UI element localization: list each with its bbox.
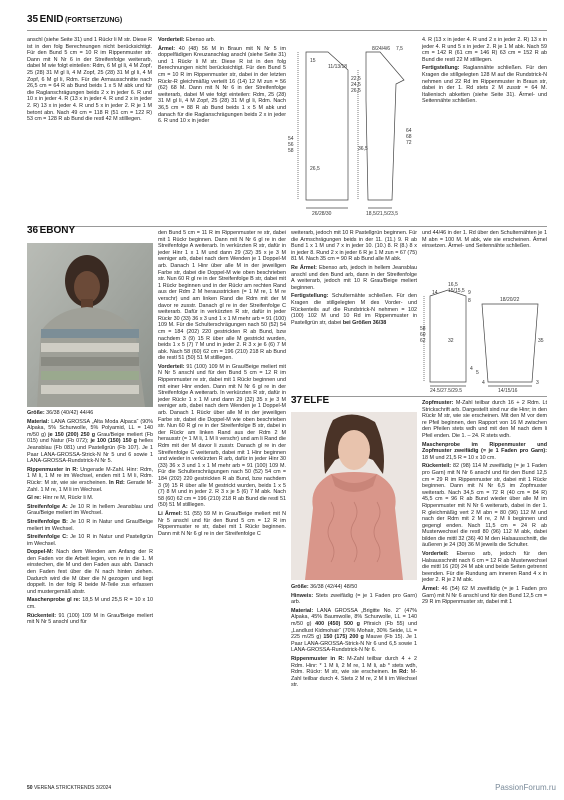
- elfe-gauge: [422, 442, 547, 462]
- elfe-rib: [291, 656, 417, 689]
- ebony-back-heading: Rückenteil:: [27, 612, 57, 619]
- elfe-rib-heading: Rippenmuster in R:: [291, 655, 345, 662]
- ebony-label-62: 62: [420, 338, 426, 344]
- enid-label-265b: 26,5: [310, 166, 320, 172]
- ebony-right-sleeve: [291, 265, 417, 291]
- elfe-front: [422, 551, 547, 584]
- ebony-double-stitch-heading: Doppel-M:: [27, 549, 54, 556]
- elfe-material: [291, 608, 417, 654]
- ebony-label-sleeve-bottom: 14/15/16: [498, 388, 518, 392]
- enid-label-width: 26/28/30: [312, 211, 332, 217]
- enid-sleeve-text: 40 (48) 56 M in Braun mit N Nr 5 im doppelfädigen Kreuzanschlag anschl (siehe Seite 31) und 1 Rückr li M str. Diese R ist in den folg Berechnungen nicht berücksichtigt. Für den Bund 5 cm = 10 R im Rippenmuster str, dabei in der letzten Rückr-R gleichmäßig verteilt 16 (14) 12 M zun = 56 (62) 68 M. Dann mit N Nr 6 in der Streifenfolge weiterarb, dabei M wie folgt einteilen: Rdm, 25 (28) 31 M gl li, 4 M Zopf, 25 (28) 31 M gl li, Rdm. Nach 36,5 cm = 88 R ab Bund beids 1 x 5 M abk und danach für die Raglanschrägungen beids 2 x in jeder 6. R und 10 x in jeder: [158, 45, 286, 125]
- elfe-col2: [422, 400, 547, 608]
- enid-label-54: 54: [288, 136, 294, 142]
- enid-finishing-paragraph: [422, 65, 547, 105]
- enid-label-245: 24,5: [351, 82, 361, 88]
- ebony-col4: [422, 230, 547, 252]
- ebony-size-heading: Größe:: [27, 410, 45, 416]
- ebony-label-width: 24,5/27,5/29,5: [430, 388, 462, 392]
- ebony-front-text: 91 (100) 109 M in Grau/Beige meliert mit N Nr 5 anschl und für den Bund 5 cm = 12 R im Rippenmuster re str, dabei mit 1 Rückr beginnen und mit einer Hinr enden. Dann mit N Nr 6 gl re in der Streifenfolge A weiterarb. In verkürzten R str, dafür in jeder Rückr 1 x 1 M und dann 29 (32) 35 x je 3 M weniger arb, dabei nach dem Wenden je 1 Doppel-M arb. Danach 1 Rückr über alle M in der jeweiligen Farbe str, dabei die Doppel-M wie oben beschrieben str. Nun 60 R gl re in der Streifenfolge B str, dabei in der Rückr am linken Rand aus der Rdm 2 M herausstr (= 1 M li, 1 M li verschr) und am li Rand die Rdm mit der M davor li zusstr. Danach gl re in der Streifenfolge C weiterarb, dabei mit 1 Hinr beginnen und wieder in verkürzten R arb, dafür in jeder Hinr 30 (33) 36 x 3 und 1 x 1 M mehr arb = 91 (100) 109 M. Für die Schulterschrägungen nach 50 (52) 54 cm = 184 (202) 220 gestrickten R ab Bund, bzw nachdem 3 (9) 15 R über alle M gestrickt wurden, beids 1 x 5 (7) 8 M und in jeder 2. R 3 x je 5 (6) 7 M abk. Nach 58 (60) 62 cm = 196 (210) 218 R ab Bund die restl 51 (50) 51 M stilllegen.: [158, 363, 286, 509]
- enid-sleeve-paragraph: [158, 46, 286, 125]
- elfe-sleeve: [422, 586, 547, 606]
- ebony-label-9: 9: [468, 290, 471, 296]
- elfe-number: 37: [291, 395, 303, 406]
- magazine-name: VERENA STRICKTRENDS 3/2024: [33, 785, 112, 791]
- ebony-double-stitch-text: Nach dem Wenden am Anfang der R den Faden vor die Arbeit legen, von re in die 1. M einstechen, die M und den Faden aus abh. Danach den Faden fest über die N nach hinten ziehen. Dadurch wird die M über die N gezogen und liegt doppelt. In der folg R beide M-Teile zus erfassen und mustergemäß abstr.: [27, 549, 153, 595]
- ebony-back-text: 91 (100) 109 M in Grau/Beige meliert mit N Nr 5 anschl und für: [27, 612, 153, 626]
- ebony-label-165: 16,5: [448, 282, 458, 288]
- ebony-rib-text-2: Gerade M-Zahl. 1 M re, 1 M li im Wechsel.: [27, 479, 153, 493]
- elfe-material-heading: Material:: [291, 607, 314, 614]
- ebony-photo: [27, 243, 153, 407]
- ebony-gauge: [27, 597, 153, 610]
- ebony-rib-text: Ungerade M-Zahl. Hinr: Rdm, 1 M li, 1 M re im Wechsel, enden mit 1 M li, Rdm. Rückr: M str, wie sie erscheinen.: [27, 466, 153, 486]
- ebony-rib-heading: Rippenmuster in R:: [27, 466, 79, 473]
- ebony-label-14: 14: [432, 290, 438, 296]
- ebony-col3-text: weiterarb, jedoch mit 10 R Pastellgrün beginnen. Für die Armschrägungen beids in der 11. (11.) 9. R ab Bund 1 x 1 M und 7 x in jeder 10. (10.) 8. R (8.) 8 x in jeder 8. Rund 2 x in jeder 6 R je 1 M zun = 67 (75) 81 M. Nach 35 cm = 90 R ab Bund alle M abk.: [291, 230, 417, 263]
- enid-schematic: [288, 40, 418, 220]
- enid-label-sleeve-width: 18,5/21,5/23,5: [366, 211, 398, 217]
- elfe-material-text-2: Pfirsich (Fb 55) und „Landlust Kidmohair“ (70% Mohair, 30% Seide, LL = 225 m/25 g): [291, 620, 417, 641]
- elfe-material-text-3: Mauve (Fb 15). Je 1 Paar LANA-GROSSA-Strick-N Nr 6 und 6,5 sowie 1 LANA-GROSSA-Rundstrick-N Nr 6.: [291, 634, 418, 654]
- ebony-material-text-1: LANA GROSSA „Alta Moda Alpaca“ (90% Alpaka, 5% Schurwolle, 5% Polyamid, LL = 140 m/50 g): [27, 418, 153, 438]
- ebony-material-amount-2: je 100 (150) 150 g: [90, 438, 137, 445]
- ebony-title: EBONY: [39, 225, 76, 236]
- enid-finishing-text: Raglannähte schließen. Für den Kragen die stillgelegten 128 M auf die Rundstrick-N nehmen und 22 Rd im Rippenmuster in Braun str, dabei in der 1. Rd stets 2 M zusstr = 64 M. Italienisch abketten (siehe Seite 31). Ärmel- und Seitennähte schließen.: [422, 65, 547, 105]
- elfe-size: [291, 584, 417, 591]
- ebony-stripe-a-heading: Streifenfolge A:: [27, 503, 68, 510]
- elfe-back: [422, 463, 547, 549]
- enid-label-15: 15: [310, 58, 316, 64]
- ebony-front: [158, 364, 286, 509]
- ebony-finishing-text: Schulternähte schließen. Für den Kragen die stillgelegten M des Vorder- und Rückenteils auf die Rundstrick-N nehmen = 102 (100) 102 M und 10 Rd im Rippenmuster in Pastellgrün str, dabei: [291, 293, 417, 326]
- enid-label-56: 56: [288, 142, 294, 148]
- ebony-stockinette-heading: Gl re:: [27, 495, 42, 502]
- elfe-sleeve-heading: Ärmel:: [422, 586, 440, 593]
- ebony-size-text: 36/38 (40/42) 44/46: [44, 410, 94, 416]
- elfe-front-heading: Vorderteil:: [422, 551, 449, 558]
- ebony-finishing: [291, 293, 417, 326]
- ebony-schematic: [420, 282, 550, 392]
- enid-finishing-heading: Fertigstellung:: [422, 65, 460, 72]
- ebony-gauge-text: 18,5 M und 25,5 R = 10 x 10 cm.: [27, 597, 153, 611]
- ebony-right-sleeve-text: Ebenso arb, jedoch in hellem Jeansblau anschl und den Bund arb, dann in der Streifenfolge A weiterarb, jedoch mit 10 R Grau/Beige meliert beginnen.: [291, 264, 417, 291]
- ebony-material-amount-1: je 150 (200) 250 g: [48, 431, 96, 438]
- ebony-finishing-sizes: bei Größen 36/38: [342, 319, 387, 326]
- ebony-material-text-2: Grau/Beige meliert (Fb 015) und Natur (Fb 072);: [27, 431, 153, 445]
- elfe-gauge-heading: Maschenprobe im Rippenmuster und Zopfmuster zweifädig (= je 1 Faden pro Garn):: [422, 441, 547, 455]
- enid-label-365: 36,5: [358, 146, 368, 152]
- ebony-material-text-3: helles Jeansblau (Fb 081) und Pastellgrün (Fb 107). Je 1 Paar LANA-GROSSA-Strick-N Nr 5 und 6 sowie 1 LANA-GROSSA-Rundstrick-N Nr 5.: [27, 438, 153, 465]
- elfe-hint: [291, 593, 417, 606]
- elfe-gauge-text: 18 M und 21,5 R = 10 x 10 cm.: [422, 454, 496, 461]
- ebony-label-60: 60: [420, 332, 426, 338]
- elfe-material-amount-1: 400 (450) 500 g: [315, 620, 360, 627]
- enid-number: 35: [27, 14, 39, 25]
- ebony-material: [27, 419, 153, 465]
- ebony-stripe-b: [27, 519, 153, 532]
- enid-front-heading: Vorderteil:: [158, 37, 185, 43]
- ebony-size: [27, 410, 153, 417]
- enid-front-text: Ebenso arb.: [184, 37, 216, 43]
- ebony-number: 36: [27, 225, 39, 236]
- enid-label-top: 8/24/4/6: [372, 46, 391, 52]
- section-header-ebony: [27, 225, 76, 236]
- page-number: 50: [27, 785, 33, 791]
- ebony-stripe-c-heading: Streifenfolge C:: [27, 534, 68, 541]
- enid-label-265: 26,5: [351, 88, 361, 94]
- elfe-title: ELFE: [303, 395, 330, 406]
- elfe-back-heading: Rückenteil:: [422, 463, 452, 470]
- section-header-elfe: [291, 395, 330, 406]
- ebony-rule-top: [27, 226, 547, 227]
- enid-subtitle: (FORTSETZUNG): [65, 17, 123, 24]
- watermark: PassionForum.ru: [495, 783, 556, 792]
- enid-label-neck: 11/13/18: [328, 64, 348, 70]
- elfe-material-text-1: LANA GROSSA „Brigitte No. 2“ (47% Alpaka, 45% Baumwolle, 8% Schurwolle, LL = 140 m/50 g): [291, 607, 417, 627]
- ebony-left-sleeve: [158, 511, 286, 537]
- section-header-enid: [27, 14, 123, 25]
- elfe-size-heading: Größe:: [291, 584, 309, 590]
- enid-front-paragraph: [158, 37, 286, 44]
- ebony-left-sleeve-text: 51 (55) 59 M in Grau/Beige meliert mit N Nr 5 anschl und für den Bund 5 cm = 12 R im Rippenmuster re str, dabei mit 1 Rückr beginnen. Dann mit N Nr 6 gl re in der Streifenfolge C: [158, 510, 286, 537]
- enid-title: ENID: [39, 14, 64, 25]
- enid-sleeve-heading: Ärmel:: [158, 45, 176, 52]
- ebony-rib-heading-2: In Rd:: [109, 479, 125, 486]
- ebony-front-heading: Vorderteil:: [158, 363, 185, 370]
- enid-col3-text: 4. R (13 x in jeder 4. R und 2 x in jeder 2. R) 13 x in jeder 4. R und 5 x in jeder 2. R je 1 M abk. Nach 59 cm = 142 R (61 cm = 146 R) 63 cm = 152 R ab Bund die restl 22 M stilllegen.: [422, 37, 547, 63]
- elfe-photo: [291, 412, 417, 580]
- elfe-material-amount-2: 150 (175) 200 g: [323, 634, 364, 641]
- ebony-material-heading: Material:: [27, 418, 50, 425]
- ebony-col1: [27, 410, 153, 628]
- elfe-sleeve-text: 46 (54) 62 M zweifädig (= je 1 Faden pro Garn) mit N Nr 6 anschl und für den Bund 12,5 cm = 29 R im Rippenmuster str, dabei mit 1: [422, 586, 547, 606]
- elfe-rule-top: [291, 396, 547, 397]
- ebony-rib: [27, 467, 153, 493]
- ebony-label-4: 4: [470, 366, 473, 372]
- ebony-label-58: 58: [420, 326, 426, 332]
- elfe-hint-heading: Hinweis:: [291, 592, 314, 599]
- elfe-cable-text: M-Zahl teilbar durch 16 + 2 Rdm. Lt Strickschrift arb. Dargestellt sind nur die Hinr; in den Rückr M str, wie sie erscheinen. Mit den M vor dem re Pfeil beginnen, den Rapport von 16 M zwischen den Pfeilen stets wdh und mit den M nach dem li Pfeil enden. Die 1. – 24. R stets wdh.: [422, 400, 547, 439]
- enid-col2: [158, 37, 286, 127]
- ebony-double-stitch: [27, 549, 153, 595]
- page-footer: [27, 785, 111, 792]
- enid-rule: [27, 30, 547, 31]
- enid-label-72: 72: [406, 140, 412, 146]
- enid-label-75: 7,5: [396, 46, 403, 52]
- ebony-right-sleeve-heading: Re Ärmel:: [291, 264, 317, 271]
- ebony-stripe-a-text: Je 10 R in hellem Jeansblau und Grau/Beige meliert im Wechsel.: [27, 503, 153, 517]
- elfe-rib-text: M-Zahl teilbar durch 4 + 2 Rdm. Hinr: * 1 M li, 2 M re, 1 M li, ab * stets wdh, Rdm. Rückr: M str, wie sie erscheinen.: [291, 655, 418, 676]
- ebony-label-8: 8: [468, 298, 471, 304]
- ebony-col2: [158, 230, 286, 539]
- elfe-front-text: Ebenso arb, jedoch für den Halsausschnitt nach 6 cm = 12 R ab Musterwechsel die mittl 16 (20) 24 M abk und beide Seiten getrennt beenden. Für die Rundung am inneren Rand 4 x in jeder 2. R je 2 M abk.: [422, 551, 547, 584]
- enid-label-58: 58: [288, 148, 294, 154]
- elfe-rib-heading-2: In Rd:: [391, 669, 409, 676]
- elfe-col1: [291, 584, 417, 691]
- elfe-back-text: 82 (98) 114 M zweifädig (= je 1 Faden pro Garn) mit N Nr 6 anschl und für den Bund 12,5 cm = 29 R im Rippenmuster str, dabei mit 1 Rückr beginnen. Dann mit N Nr 6,5 im Zopfmuster weiterarb. Nach 34,5 cm = 72 R (40 cm = 84 R) 45,5 cm = 96 R ab Bund wieder über alle M im Rippenmuster mit N Nr 6 weiterarb, dabei in der 1. R gleichmäßig vert 2 M abn = 80 (96) 112 M und nach der Rdm mit 2 M re, 2 M li beginnen und gegengl enden. Nach 11,5 cm = 24 R ab Musterwechsel die restl 80 (96) 112 M abk, dabei bilden die mittl 32 (36) 40 M den Halsausschnitt, die äußeren je 24 (30) 36 M jeweils die Schulter.: [422, 463, 547, 549]
- ebony-label-4b: 4: [482, 380, 485, 386]
- ebony-label-neck: 15/15,5: [448, 288, 465, 294]
- ebony-stripe-a: [27, 504, 153, 517]
- elfe-cable: [422, 400, 547, 440]
- ebony-label-sleeve-top: 18/20/22: [500, 297, 520, 303]
- ebony-stockinette-text: Hinr re M, Rückr li M.: [41, 495, 94, 502]
- ebony-col3: [291, 230, 417, 328]
- elfe-size-text: 36/38 (42/44) 48/50: [308, 584, 358, 590]
- ebony-back: [27, 613, 153, 626]
- ebony-stripe-b-heading: Streifenfolge B:: [27, 518, 68, 525]
- ebony-label-3: 3: [536, 380, 539, 386]
- enid-label-64: 64: [406, 128, 412, 134]
- ebony-left-sleeve-heading: Li Ärmel:: [158, 510, 182, 517]
- ebony-stripe-c-text: Je 10 R in Natur und Pastellgrün im Wechsel.: [27, 534, 153, 547]
- enid-col1: [27, 37, 152, 125]
- enid-label-68: 68: [406, 134, 412, 140]
- elfe-hint-text: Stets zweifädig (= je 1 Faden pro Garn) arb.: [291, 592, 417, 606]
- ebony-stripe-c: [27, 534, 153, 547]
- elfe-cable-heading: Zopfmuster:: [422, 400, 454, 406]
- ebony-label-35: 35: [538, 338, 544, 344]
- enid-label-225: 22,5: [351, 76, 361, 82]
- elfe-rib-text-2: M-Zahl teilbar durch 4. Stets 2 M re, 2 M li im Wechsel str.: [291, 669, 417, 689]
- ebony-gauge-heading: Maschenprobe gl re:: [27, 597, 81, 604]
- ebony-label-5: 5: [476, 370, 479, 376]
- ebony-stockinette: [27, 495, 153, 502]
- ebony-col4-text: und 44/46 in der 1. Rd über den Schulternähten je 1 M abn = 100 M. M abk, wie sie erscheinen. Ärmel einsetzen. Ärmel- und Seitennähte schließen.: [422, 230, 547, 250]
- ebony-col2-text: den Bund 5 cm = 11 R im Rippenmuster re str, dabei mit 1 Rückr beginnen. Dann mit N Nr 6 gl re in der Streifenfolge A weiterarb. In verkürzten R str, dafür in jeder Hinr 1 x 1 M und dann 29 (32) 35 x je 3 M weniger arb, dabei nach dem Wenden je 1 Doppel-M arb. Danach 1 Hinr über alle M in der jeweiligen Farbe str, dabei die Doppel-M wie oben beschrieben str. Nun 60 R gl re in der Streifenfolge B str, dabei mit 1 Rückr beginnen und in der Rückr am rechten Rand aus der Rdm 2 M herausstricken (= 1 M re, 1 M re verschr) und am linken Rand die Rdm mit der M davor re zusstr. Danach gl re in der Streifenfolge C weiterarb. Dafür in verkürzten R str, dafür in jeder Rückr 30 (33) 36 x 3 und 1 x 1 M mehr arb = 91 (100) 109 M. Für die Schulterschrägungen nach 50 (52) 54 cm = 184 (202) 220 gestrickten R ab Bund, bzw nachdem 3 (9) 15 R über alle M gestrickt wurden, beids 1 x 5 (7) 7 M und in jeder 2. R 3 x je 6 (6) 7 M abk. Nach 58 (60) 62 cm = 196 (210) 218 R ab Bund die restl 51 (50) 51 M stilllegen.: [158, 230, 286, 362]
- ebony-finishing-heading: Fertigstellung:: [291, 293, 329, 300]
- ebony-stripe-b-text: Je 10 R in Natur und Grau/Beige meliert im Wechsel.: [27, 518, 153, 532]
- ebony-label-32: 32: [448, 338, 454, 344]
- enid-col1-text: anschl (siehe Seite 31) und 1 Rückr li M str. Diese R ist in den folg Berechnungen nicht berücksichtigt. Für den Bund 5 cm = 10 R im Rippenmuster str. Dann mit N Nr 6 in der Streifenfolge weiterarb, dabei M wie folgt einteilen: Rdm, 6 M gl li, 4 M Zopf, 25 (28) 31 M gl li, 4 M Zopf, 25 (28) 31 M gl li, 4 M Zopf, 6 M gl li, Rdm. Für die Armausschnitte nach 26,5 cm = 64 R ab Bund beids 1 x 5 M abk und für die Raglanschrägungen beids 2 x in jeder 6. R und 10 x in jeder 4. R (13 x in jeder 4. R und 2 x in jeder 2. R) 13 x in jeder 4. R und 5 x in jeder 2. R je 1 M betont abn. Nach 49 cm = 118 R (51 cm = 122 R) 53 cm = 128 R ab Bund die restl 42 M stilllegen.: [27, 37, 152, 123]
- enid-col3: [422, 37, 547, 107]
